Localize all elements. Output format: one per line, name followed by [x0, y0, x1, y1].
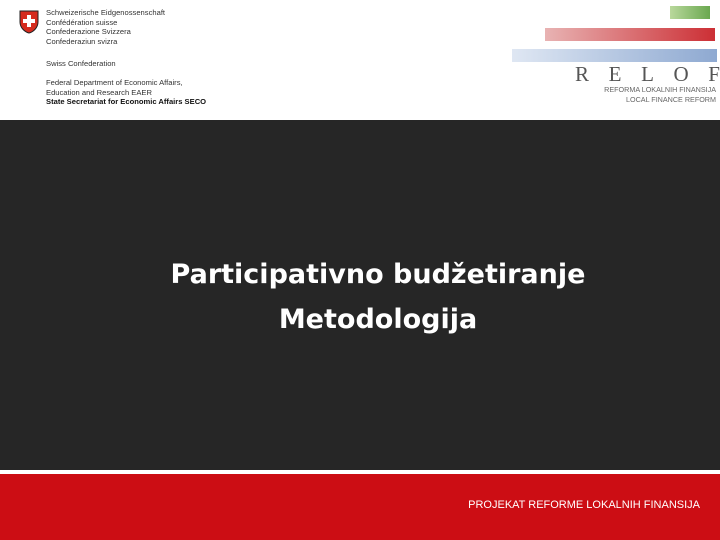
slide-title — [150, 252, 606, 352]
confederation-line: Confederaziun svizra — [46, 36, 118, 46]
relof-letter: L — [641, 62, 654, 86]
confederation-line: Confederazione Svizzera — [46, 27, 131, 37]
seco-line: Federal Department of Economic Affairs, — [46, 78, 183, 88]
relof-logo — [575, 62, 720, 86]
relof-letter: E — [608, 62, 622, 86]
relof-letter: R — [575, 62, 590, 86]
title-line: Participativno budžetiranje — [170, 259, 586, 290]
relof-letter: F — [708, 62, 720, 86]
red-accent-bar — [545, 28, 715, 41]
confederation-names — [46, 8, 165, 46]
slide-header — [0, 0, 720, 120]
slide-footer — [0, 474, 720, 540]
seco-line: Swiss Confederation — [46, 59, 116, 68]
swiss-cross-shield-icon — [19, 10, 39, 34]
seco-line: Education and Research EAER — [46, 87, 152, 97]
relof-letter: O — [673, 62, 689, 86]
confederation-line: Schweizerische Eidgenossenschaft — [46, 8, 166, 17]
relof-subtitle: REFORMA LOKALNIH FINANSIJA — [604, 85, 716, 94]
blue-accent-bar — [512, 49, 717, 62]
relof-subtitle: LOCAL FINANCE REFORM — [626, 95, 716, 104]
seco-line: State Secretariat for Economic Affairs SECO — [46, 97, 207, 107]
title-line: Metodologija — [278, 304, 478, 335]
seco-line-spacer — [46, 69, 206, 79]
confederation-line: Confédération suisse — [46, 17, 118, 27]
green-accent-bar — [670, 6, 710, 19]
footer-text: PROJEKAT REFORME LOKALNIH FINANSIJA — [468, 499, 700, 511]
seco-block — [46, 59, 206, 107]
